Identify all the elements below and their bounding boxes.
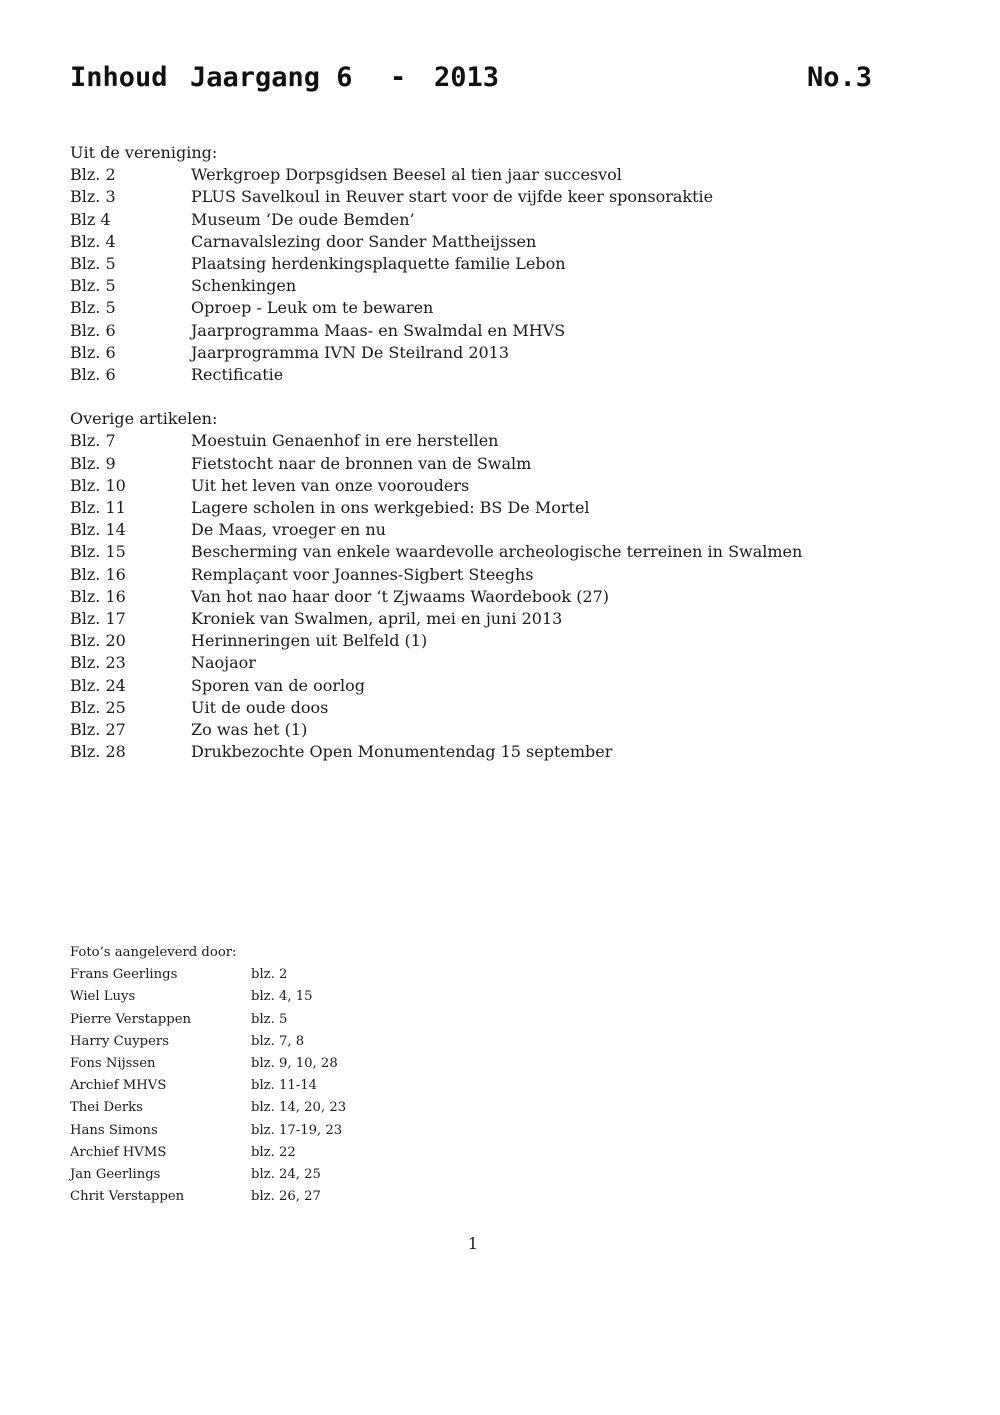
toc-entry: [70, 186, 930, 208]
toc-entry-page: Blz. 15: [70, 542, 126, 562]
toc-entry-title: Jaarprogramma IVN De Steilrand 2013: [191, 342, 510, 362]
toc-entry-page: Blz 4: [70, 209, 111, 229]
header-issue-number: No.3: [806, 62, 872, 93]
photo-credits-title: Foto’s aangeleverd door:: [70, 945, 237, 960]
toc-entry-page: Blz. 5: [70, 298, 116, 318]
header-title: Inhoud: [70, 62, 168, 93]
toc-entry: [70, 430, 930, 452]
section-title: Overige artikelen:: [70, 409, 218, 429]
toc-entry-page: Blz. 17: [70, 608, 126, 628]
toc-entry-title: Bescherming van enkele waardevolle archeologische terreinen in Swalmen: [191, 542, 803, 562]
toc-entry-title: Oproep - Leuk om te bewaren: [191, 298, 434, 318]
toc-entry: [70, 497, 930, 519]
toc-entry-title: Museum ‘De oude Bemden’: [191, 209, 415, 229]
toc-entry: [70, 209, 930, 231]
credit-photographer: Pierre Verstappen: [70, 1011, 192, 1027]
toc-entry-page: Blz. 2: [70, 165, 116, 185]
toc-entry-title: Fietstocht naar de bronnen van de Swalm: [191, 453, 532, 473]
header-volume: Jaargang 6: [190, 62, 353, 93]
toc-entry-title: Drukbezochte Open Monumentendag 15 september: [191, 742, 613, 762]
toc-entry-title: Lagere scholen in ons werkgebied: BS De Mortel: [191, 498, 590, 517]
credit-photographer: Fons Nijssen: [70, 1055, 156, 1071]
toc-entry-title: Jaarprogramma Maas- en Swalmdal en MHVS: [191, 320, 566, 340]
credit-photographer: Hans Simons: [70, 1122, 158, 1138]
credit-entry: [70, 1186, 490, 1208]
credit-pages: blz. 26, 27: [251, 1189, 321, 1205]
toc-entry-title: Plaatsing herdenkingsplaquette familie Lebon: [191, 253, 566, 273]
toc-entry: [70, 564, 930, 586]
toc-entry-title: Kroniek van Swalmen, april, mei en juni 2013: [191, 608, 563, 628]
toc-entry: [70, 297, 930, 319]
toc-entry: [70, 231, 930, 253]
toc-entry-page: Blz. 28: [70, 742, 126, 762]
page-header: [70, 62, 872, 102]
toc-entry-page: Blz. 9: [70, 453, 116, 473]
toc-entry-title: Uit de oude doos: [191, 697, 329, 717]
credit-pages: blz. 11-14: [251, 1078, 318, 1094]
toc-entry-title: Zo was het (1): [191, 719, 308, 739]
toc-entry-title: PLUS Savelkoul in Reuver start voor de vijfde keer sponsoraktie: [191, 187, 714, 207]
toc-entry-title: Sporen van de oorlog: [191, 675, 366, 695]
toc-entry-title: Naojaor: [191, 653, 256, 673]
credit-entry: [70, 1075, 490, 1097]
credit-entry: [70, 964, 490, 986]
toc-entry-page: Blz. 6: [70, 364, 116, 384]
toc-entry: [70, 342, 930, 364]
toc-entry: [70, 164, 930, 186]
credit-pages: blz. 9, 10, 28: [251, 1055, 338, 1071]
toc-entry: [70, 275, 930, 297]
credit-pages: blz. 5: [251, 1011, 288, 1027]
credit-entry: [70, 1053, 490, 1075]
credit-entry: [70, 1164, 490, 1186]
credit-entry: [70, 1009, 490, 1031]
credit-photographer: Archief MHVS: [70, 1078, 167, 1094]
credit-pages: blz. 17-19, 23: [251, 1122, 343, 1138]
toc-entry-page: Blz. 24: [70, 675, 126, 695]
toc-entry: [70, 475, 930, 497]
toc-entry-page: Blz. 5: [70, 276, 116, 296]
toc-entry-title: Carnavalslezing door Sander Mattheijssen: [191, 231, 537, 251]
credit-pages: blz. 2: [251, 967, 288, 983]
toc-entry-title: Van hot nao haar door ‘t Zjwaams Waordebook (27): [191, 586, 610, 606]
section-spacer: [70, 386, 930, 408]
header-year: 2013: [434, 62, 500, 93]
credit-entry: [70, 1031, 490, 1053]
toc-entry: [70, 719, 930, 741]
toc-entry: [70, 253, 930, 275]
toc-entry-page: Blz. 7: [70, 431, 116, 451]
page-number: 1: [467, 1234, 479, 1253]
toc-entry: [70, 541, 930, 563]
toc-entry-page: Blz. 20: [70, 631, 126, 651]
toc-entry: [70, 364, 930, 386]
photo-credits-list: [70, 964, 490, 1208]
toc-entry: [70, 652, 930, 674]
credit-entry: [70, 1142, 490, 1164]
toc-entry-page: Blz. 6: [70, 342, 116, 362]
credit-photographer: Wiel Luys: [70, 989, 136, 1005]
toc-entry-title: De Maas, vroeger en nu: [191, 520, 386, 540]
toc-entry-page: Blz. 27: [70, 719, 126, 739]
toc-entry: [70, 630, 930, 652]
credit-pages: blz. 7, 8: [251, 1033, 305, 1049]
toc-entry: [70, 608, 930, 630]
toc-entry-page: Blz. 14: [70, 520, 126, 540]
toc-entry-title: Uit het leven van onze voorouders: [191, 475, 470, 495]
header-dash: -: [390, 62, 407, 93]
toc-entry-page: Blz. 25: [70, 697, 126, 717]
toc-entry-page: Blz. 5: [70, 253, 116, 273]
toc-entry-page: Blz. 16: [70, 564, 126, 584]
toc-entry-page: Blz. 3: [70, 187, 116, 207]
credit-photographer: Chrit Verstappen: [70, 1189, 185, 1205]
toc-entry-page: Blz. 11: [70, 498, 126, 517]
credit-photographer: Archief HVMS: [70, 1144, 167, 1160]
photo-credits: [70, 942, 490, 1208]
toc-entry-title: Rectificatie: [191, 364, 284, 384]
toc-entry: [70, 586, 930, 608]
toc-entry: [70, 697, 930, 719]
toc-entry-page: Blz. 16: [70, 586, 126, 606]
credit-photographer: Frans Geerlings: [70, 967, 178, 983]
toc-entry-title: Moestuin Genaenhof in ere herstellen: [191, 431, 499, 451]
toc-entry-title: Schenkingen: [191, 276, 297, 296]
section-title: Uit de vereniging:: [70, 143, 218, 162]
toc-entry: [70, 675, 930, 697]
toc-entry: [70, 453, 930, 475]
credit-photographer: Harry Cuypers: [70, 1033, 169, 1049]
credit-pages: blz. 24, 25: [251, 1166, 321, 1182]
credit-pages: blz. 4, 15: [251, 989, 313, 1005]
toc-entry-page: Blz. 6: [70, 320, 116, 340]
table-of-contents: [70, 142, 930, 763]
toc-entry-title: Herinneringen uit Belfeld (1): [191, 631, 428, 651]
toc-entry-page: Blz. 23: [70, 653, 126, 673]
credit-entry: [70, 986, 490, 1008]
credit-entry: [70, 1097, 490, 1119]
toc-entry-title: Werkgroep Dorpsgidsen Beesel al tien jaar succesvol: [191, 165, 622, 185]
toc-entry: [70, 741, 930, 763]
toc-entry-page: Blz. 10: [70, 475, 126, 495]
credit-entry: [70, 1120, 490, 1142]
toc-entry-page: Blz. 4: [70, 231, 116, 251]
toc-entry: [70, 320, 930, 342]
toc-entry-title: Remplaçant voor Joannes-Sigbert Steeghs: [191, 564, 534, 584]
toc-entry: [70, 519, 930, 541]
credit-pages: blz. 14, 20, 23: [251, 1100, 347, 1116]
credit-pages: blz. 22: [251, 1144, 296, 1160]
credit-photographer: Thei Derks: [70, 1100, 143, 1116]
credit-photographer: Jan Geerlings: [70, 1166, 161, 1182]
